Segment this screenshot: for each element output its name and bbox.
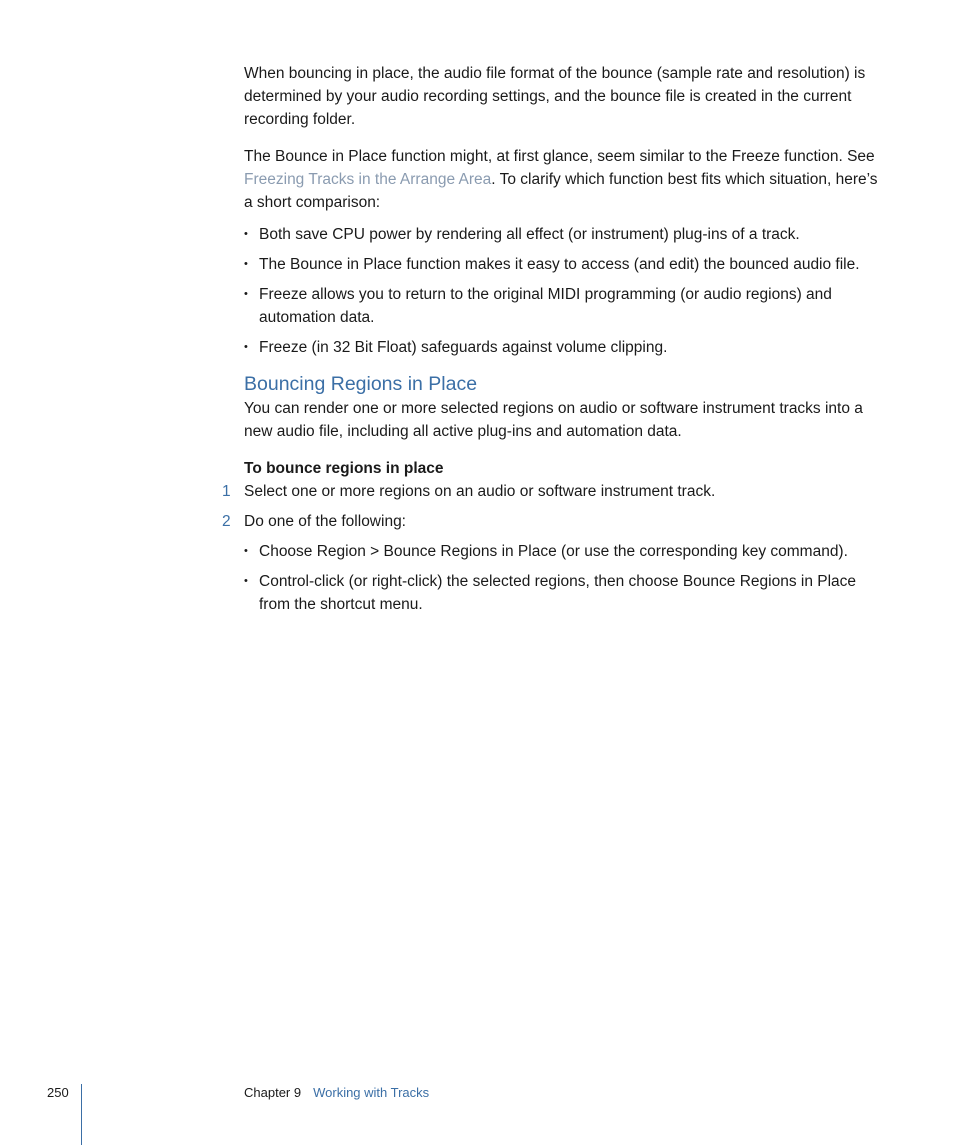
intro-paragraph-2	[244, 145, 884, 214]
page-content	[222, 62, 884, 623]
step-text: Select one or more regions on an audio or software instrument track.	[244, 483, 716, 500]
page-number: 250	[47, 1085, 69, 1100]
steps-list	[222, 480, 884, 533]
chapter-label: Chapter 9	[244, 1085, 302, 1100]
list-item: • Choose Region > Bounce Regions in Place (or use the corresponding key command).	[244, 540, 884, 563]
chapter-title: Working with Tracks	[313, 1085, 430, 1100]
options-list	[244, 540, 884, 616]
step-item	[222, 480, 884, 503]
intro-paragraph-1: When bouncing in place, the audio file format of the bounce (sample rate and resolution) is determined by your audio recording settings, and the bounce file is created in the current recording folder.	[244, 65, 866, 128]
list-item: • Freeze (in 32 Bit Float) safeguards against volume clipping.	[244, 336, 884, 359]
footer-divider	[81, 1084, 82, 1145]
step-number: 2	[222, 513, 231, 530]
list-item: • Freeze allows you to return to the original MIDI programming (or audio regions) and automation data.	[244, 283, 884, 329]
list-item: • Both save CPU power by rendering all effect (or instrument) plug-ins of a track.	[244, 223, 884, 246]
step-number: 1	[222, 483, 231, 500]
intro-paragraph-2-start: The Bounce in Place function might, at first glance, seem similar to the Freeze function. See	[244, 148, 875, 165]
step-item	[222, 510, 884, 533]
list-item: • The Bounce in Place function makes it easy to access (and edit) the bounced audio file.	[244, 253, 884, 276]
step-text: Do one of the following:	[244, 513, 406, 530]
footer-chapter	[244, 1085, 429, 1100]
section-heading: Bouncing Regions in Place	[244, 373, 478, 395]
task-heading: To bounce regions in place	[244, 460, 444, 477]
freezing-tracks-link[interactable]: Freezing Tracks in the Arrange Area	[244, 171, 492, 188]
intro-paragraph-2-end: . To clarify which function best fits which situation, here’s a short comparison:	[244, 171, 878, 211]
comparison-list	[244, 223, 884, 359]
section-paragraph: You can render one or more selected regions on audio or software instrument tracks into a new audio file, including all active plug-ins and automation data.	[244, 400, 863, 440]
list-item: • Control-click (or right-click) the selected regions, then choose Bounce Regions in Place from the shortcut menu.	[244, 570, 884, 616]
